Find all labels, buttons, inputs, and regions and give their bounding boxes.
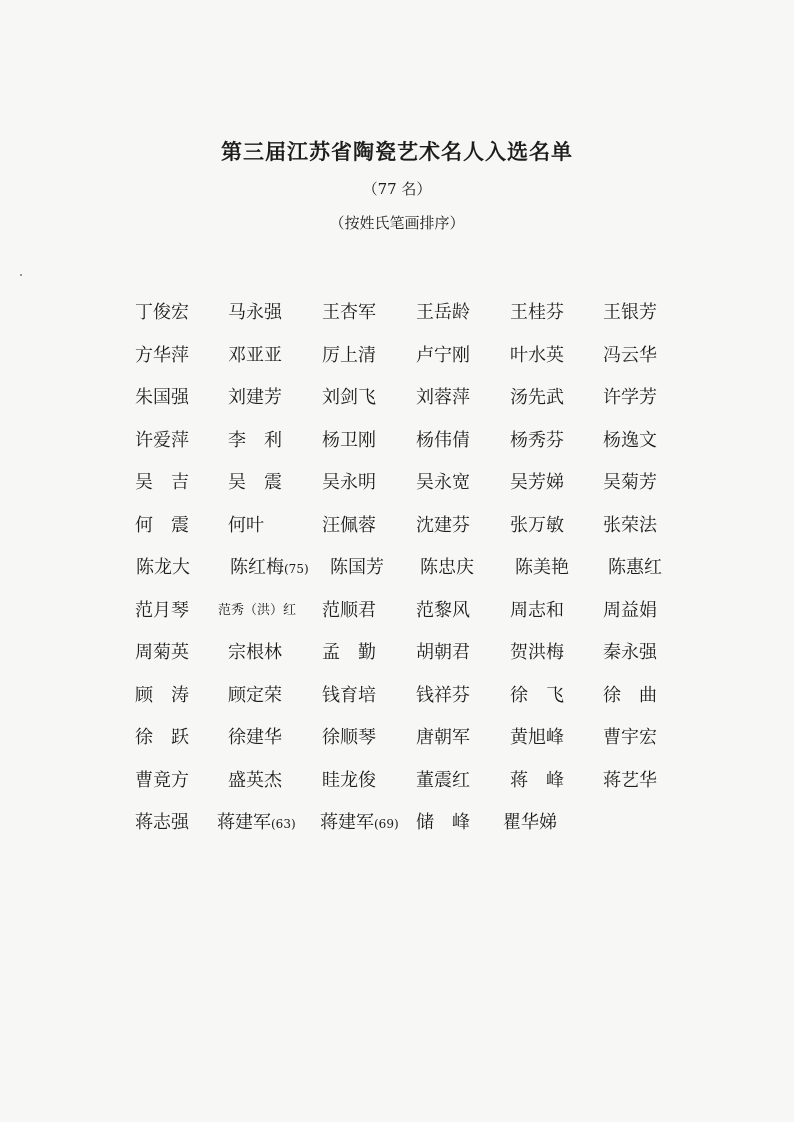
name-entry <box>322 302 376 324</box>
name-entry <box>322 345 376 367</box>
name-entry <box>135 770 189 792</box>
name-text: 胡朝君 <box>416 642 470 663</box>
name-entry <box>603 387 657 409</box>
name-entry <box>510 472 564 494</box>
name-text: 蒋 峰 <box>510 769 564 791</box>
name-count: （77 名） <box>362 180 432 198</box>
name-text: 盛英杰 <box>228 769 282 791</box>
name-text: 范顺君 <box>322 599 376 621</box>
name-text: 孟 勤 <box>322 642 376 663</box>
name-text: 刘建芳 <box>228 387 282 408</box>
name-entry <box>322 770 376 792</box>
name-entry <box>510 515 564 537</box>
name-entry <box>135 685 189 707</box>
name-text: 刘蓉萍 <box>416 387 470 408</box>
name-text: 马永强 <box>228 302 282 323</box>
name-entry <box>603 770 657 792</box>
name-entry <box>510 685 564 707</box>
name-text: 周菊英 <box>135 642 189 663</box>
name-entry <box>416 515 470 537</box>
name-entry <box>228 770 282 792</box>
name-text: 吴芳娣 <box>510 472 564 493</box>
name-text: 周益娟 <box>603 599 657 621</box>
name-entry <box>228 345 282 367</box>
name-entry <box>135 600 189 622</box>
name-entry <box>503 812 557 834</box>
name-entry <box>416 685 470 707</box>
name-text: 何叶 <box>228 514 264 536</box>
name-text: 许爱萍 <box>135 429 189 451</box>
name-text: 吴 吉 <box>135 472 189 493</box>
name-entry <box>136 557 190 579</box>
name-entry <box>228 727 282 749</box>
name-entry <box>510 727 564 749</box>
name-text: 瞿华娣 <box>503 812 557 833</box>
name-text: 何 震 <box>135 514 189 536</box>
name-entry <box>228 302 282 324</box>
name-entry <box>510 642 564 664</box>
name-entry <box>603 685 657 707</box>
name-entry <box>228 642 282 664</box>
name-text: 董震红 <box>416 769 470 791</box>
name-entry <box>135 302 189 324</box>
name-text: 徐 跃 <box>135 727 189 748</box>
name-entry <box>420 557 474 579</box>
name-entry <box>322 600 376 622</box>
name-text: 杨秀芬 <box>510 429 564 451</box>
name-text: 陈忠庆 <box>420 557 474 578</box>
name-text: 范黎风 <box>416 599 470 621</box>
name-text: 范月琴 <box>135 599 189 621</box>
name-entry <box>322 727 376 749</box>
name-entry <box>416 387 470 409</box>
name-entry <box>322 685 376 707</box>
name-entry <box>510 600 564 622</box>
name-text: 邓亚亚 <box>228 344 282 366</box>
name-text: 徐 飞 <box>510 684 564 706</box>
name-entry <box>603 642 657 664</box>
name-text: 陈国芳 <box>330 557 384 578</box>
name-text: 黄旭峰 <box>510 727 564 748</box>
name-entry <box>135 387 189 409</box>
ordering-note: （按姓氏笔画排序） <box>329 214 465 232</box>
name-entry <box>322 515 376 537</box>
name-text: 储 峰 <box>416 812 470 833</box>
name-text: 刘剑飞 <box>322 387 376 408</box>
name-text: 冯云华 <box>603 344 657 366</box>
name-entry <box>217 812 296 835</box>
name-text: 朱国强 <box>135 387 189 408</box>
name-entry <box>135 642 189 664</box>
name-text: 吴永宽 <box>416 472 470 493</box>
name-entry <box>322 472 376 494</box>
name-entry <box>135 472 189 494</box>
name-text: 张万敏 <box>510 514 564 536</box>
name-text: 顾 涛 <box>135 684 189 706</box>
name-entry <box>135 812 189 834</box>
name-text: 唐朝军 <box>416 727 470 748</box>
name-text: 王杏军 <box>322 302 376 323</box>
name-text: 杨伟倩 <box>416 429 470 451</box>
name-text: 陈红梅 <box>230 557 284 578</box>
name-text: 吴永明 <box>322 472 376 493</box>
name-text: 蒋志强 <box>135 812 189 833</box>
name-text: 王银芳 <box>603 302 657 323</box>
name-entry <box>416 430 470 452</box>
name-text: 杨逸文 <box>603 429 657 451</box>
name-text: 许学芳 <box>603 387 657 408</box>
name-text: 叶水英 <box>510 344 564 366</box>
name-entry <box>603 345 657 367</box>
name-text: 卢宁刚 <box>416 344 470 366</box>
name-entry <box>322 387 376 409</box>
name-entry <box>416 642 470 664</box>
name-text: 蒋建军 <box>320 812 374 833</box>
name-text: 徐顺琴 <box>322 727 376 748</box>
name-entry <box>320 812 399 835</box>
name-text: 曹竟方 <box>135 769 189 791</box>
name-entry <box>135 727 189 749</box>
name-text: 钱祥芬 <box>416 684 470 706</box>
name-text: 吴菊芳 <box>603 472 657 493</box>
name-text: 吴 震 <box>228 472 282 493</box>
name-entry <box>230 557 309 580</box>
name-entry <box>135 515 189 537</box>
name-entry <box>416 472 470 494</box>
name-entry <box>228 515 264 537</box>
name-text: 顾定荣 <box>228 684 282 706</box>
name-entry <box>218 600 296 622</box>
name-entry <box>416 302 470 324</box>
name-text: 秦永强 <box>603 642 657 663</box>
name-text: 厉上清 <box>322 344 376 366</box>
name-text: 陈惠红 <box>608 557 662 578</box>
name-text: 汤先武 <box>510 387 564 408</box>
name-text: 钱育培 <box>322 684 376 706</box>
name-entry <box>416 727 470 749</box>
name-text: 徐 曲 <box>603 684 657 706</box>
name-text: 眭龙俊 <box>322 769 376 791</box>
name-note: (75) <box>284 562 309 576</box>
name-text: 王岳龄 <box>416 302 470 323</box>
name-entry <box>603 727 657 749</box>
name-entry <box>603 302 657 324</box>
name-entry <box>510 770 564 792</box>
name-entry <box>603 600 657 622</box>
name-entry <box>416 812 470 834</box>
name-text: 蒋艺华 <box>603 769 657 791</box>
name-text: 贺洪梅 <box>510 642 564 663</box>
name-entry <box>515 557 569 579</box>
name-text: 徐建华 <box>228 727 282 748</box>
name-text: 周志和 <box>510 599 564 621</box>
name-note: (63) <box>271 817 296 831</box>
document-title: 第三届江苏省陶瓷艺术名人入选名单 <box>221 139 573 164</box>
name-text: 汪佩蓉 <box>322 514 376 536</box>
name-text: 丁俊宏 <box>135 302 189 323</box>
name-text: 方华萍 <box>135 344 189 366</box>
name-entry <box>322 642 376 664</box>
name-text: 蒋建军 <box>217 812 271 833</box>
name-entry <box>603 515 657 537</box>
name-text: 陈美艳 <box>515 557 569 578</box>
name-entry <box>416 770 470 792</box>
name-entry <box>228 430 282 452</box>
name-text: 王桂芬 <box>510 302 564 323</box>
name-entry <box>608 557 662 579</box>
name-text: 曹宇宏 <box>603 727 657 748</box>
name-entry <box>510 302 564 324</box>
name-entry <box>228 685 282 707</box>
name-text: 范秀（洪）红 <box>218 602 297 618</box>
name-text: 李 利 <box>228 429 282 451</box>
name-text: 杨卫刚 <box>322 429 376 451</box>
name-entry <box>603 472 657 494</box>
name-entry <box>510 430 564 452</box>
name-entry <box>322 430 376 452</box>
name-entry <box>228 387 282 409</box>
name-entry <box>510 387 564 409</box>
name-text: 宗根林 <box>228 642 282 663</box>
name-entry <box>228 472 282 494</box>
name-entry <box>135 430 189 452</box>
name-text: 张荣法 <box>603 514 657 536</box>
name-entry <box>135 345 189 367</box>
name-entry <box>330 557 384 579</box>
name-entry <box>416 600 470 622</box>
name-text: 沈建芬 <box>416 514 470 536</box>
name-entry <box>603 430 657 452</box>
name-entry <box>416 345 470 367</box>
name-entry <box>510 345 564 367</box>
name-note: (69) <box>374 817 399 831</box>
name-text: 陈龙大 <box>136 557 190 578</box>
